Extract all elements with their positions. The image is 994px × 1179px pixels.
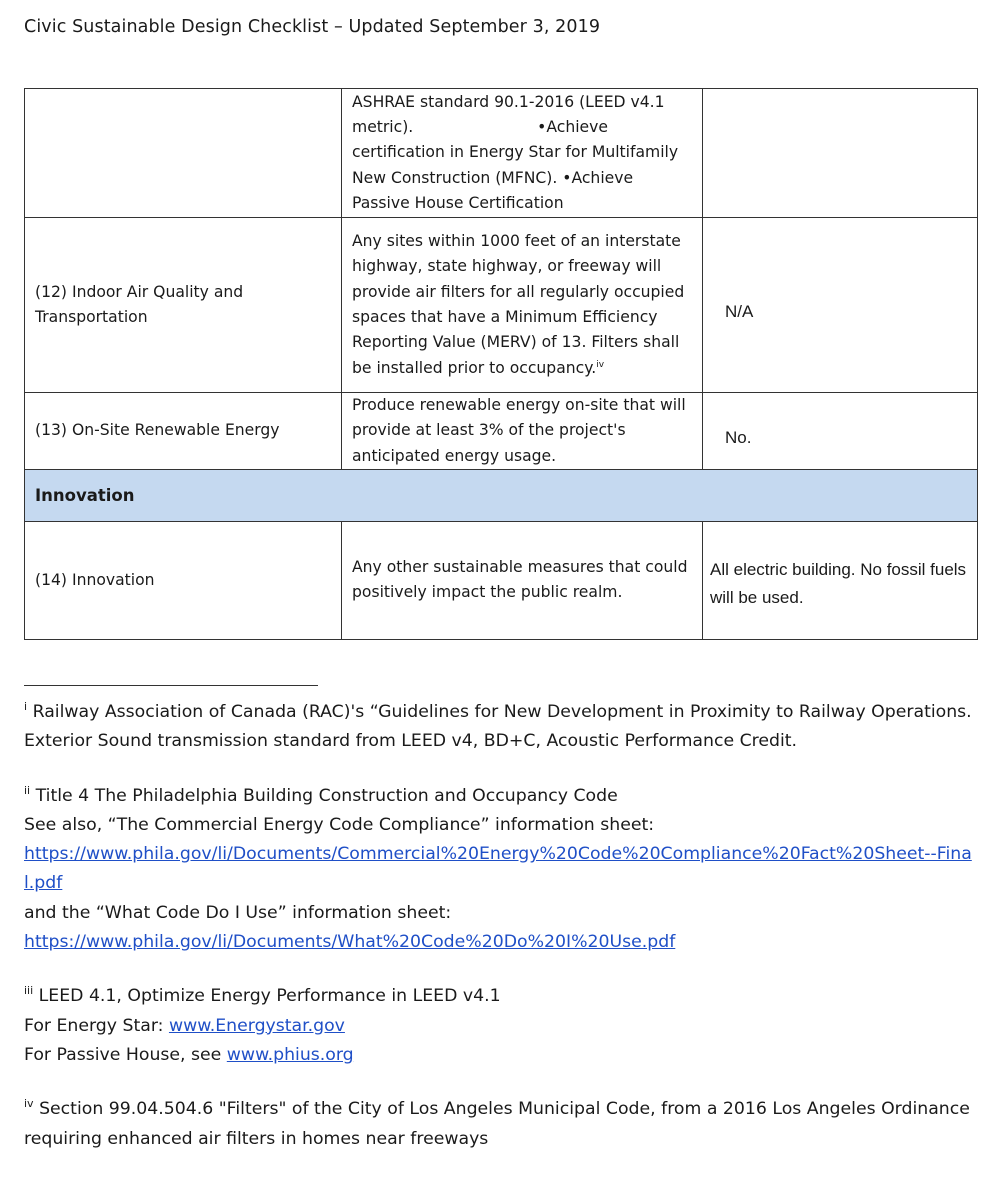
page-title: Civic Sustainable Design Checklist – Updated September 3, 2019: [24, 17, 601, 37]
table-row: [25, 89, 978, 218]
footnote-mark: iv: [24, 1097, 34, 1111]
response-text: No.: [725, 428, 752, 448]
footnote-mark: i: [24, 700, 28, 713]
response-cell: [703, 393, 978, 470]
energystar-link[interactable]: www.Energystar.gov: [168, 1015, 345, 1036]
requirement-cell: [342, 218, 703, 393]
checklist-table: [24, 88, 978, 640]
requirement-text: Any sites within 1000 feet of an interstate highway, state highway, or freeway will provide air filters for all regularly occupied spaces that have a Minimum Efficiency Reporting Value (MERV) of 13. Filters shall be installed prior to occupancy.: [352, 232, 685, 377]
category-cell: (13) On-Site Renewable Energy: [25, 393, 342, 470]
requirement-cell: Any other sustainable measures that could positively impact the public realm.: [342, 521, 703, 639]
footnote-text: See also, “The Commercial Energy Code Compliance” information sheet:: [24, 814, 655, 835]
footnote-ii: [24, 782, 979, 958]
section-header-row: [25, 469, 978, 521]
footnote-iv: [24, 1095, 979, 1154]
footnote-text: Railway Association of Canada (RAC)'s “Guidelines for New Development in Proximity to Railway Operations. Exterior Sound transmission standard from LEED v4, BD+C, Acoustic Performance Credit.: [24, 702, 972, 752]
table-row: [25, 393, 978, 470]
footnote-text: LEED 4.1, Optimize Energy Performance in LEED v4.1: [38, 986, 501, 1007]
footnote-ref[interactable]: iv: [596, 359, 605, 370]
footnote-separator: [24, 685, 318, 686]
requirement-cell: Produce renewable energy on-site that will provide at least 3% of the project's anticipated energy usage.: [342, 393, 703, 470]
footnote-text: For Energy Star:: [24, 1015, 169, 1036]
response-cell: [703, 218, 978, 393]
requirement-cell: ASHRAE standard 90.1-2016 (LEED v4.1 metric). •Achieve certification in Energy Star for Multifamily New Construction (MFNC). •Achieve Passive House Certification: [342, 89, 703, 218]
footnote-text: For Passive House, see: [24, 1044, 227, 1065]
response-cell: All electric building. No fossil fuels will be used.: [703, 521, 978, 639]
commercial-energy-code-link[interactable]: https://www.phila.gov/li/Documents/Commercial%20Energy%20Code%20Compliance%20Fact%20Sheet--Final.pdf: [24, 844, 972, 894]
footnote-mark: ii: [24, 783, 31, 797]
what-code-do-i-use-link[interactable]: https://www.phila.gov/li/Documents/What%20Code%20Do%20I%20Use.pdf: [24, 932, 676, 953]
footnotes: [24, 698, 979, 1179]
category-cell: (14) Innovation: [25, 521, 342, 639]
response-cell: [703, 89, 978, 218]
response-text: N/A: [725, 302, 754, 322]
category-cell: (12) Indoor Air Quality and Transportation: [25, 218, 342, 393]
footnote-i: [24, 698, 979, 757]
footnote-text: Section 99.04.504.6 "Filters" of the City of Los Angeles Municipal Code, from a 2016 Los Angeles Ordinance requiring enhanced air filters in homes near freeways: [24, 1099, 970, 1149]
category-cell: [25, 89, 342, 218]
table-row: [25, 218, 978, 393]
footnote-text: Title 4 The Philadelphia Building Construction and Occupancy Code: [35, 785, 618, 806]
footnote-iii: [24, 982, 979, 1070]
phius-link[interactable]: www.phius.org: [226, 1044, 354, 1065]
table-row: [25, 521, 978, 639]
footnote-mark: iii: [24, 984, 34, 998]
footnote-text: and the “What Code Do I Use” information sheet:: [24, 902, 452, 923]
section-header: Innovation: [25, 469, 978, 521]
